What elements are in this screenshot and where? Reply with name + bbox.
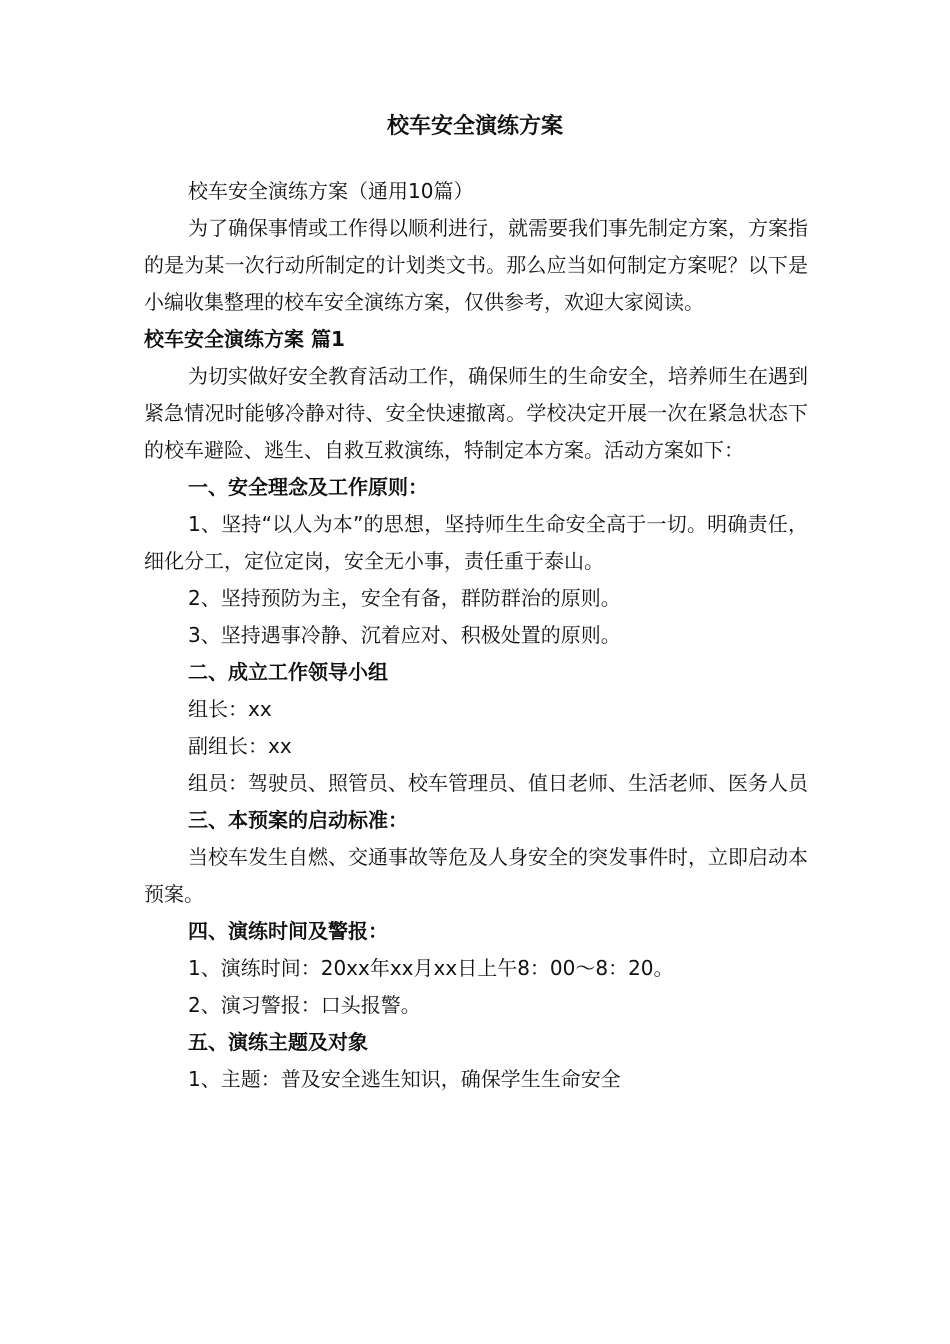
- document-title: 校车安全演练方案: [386, 114, 563, 139]
- drill-theme-item-1: 1、主题：普及安全逃生知识，确保学生生命安全: [188, 1067, 621, 1091]
- document-body: [144, 173, 808, 1098]
- heading-principles: 一、安全理念及工作原则：: [188, 475, 428, 499]
- principle-item-1: 1、坚持“以人为本”的思想，坚持师生生命安全高于一切。明确责任，细化分工，定位定岗，安全无小事，责任重于泰山。: [144, 512, 808, 573]
- activation-criteria-text: 当校车发生自燃、交通事故等危及人身安全的突发事件时，立即启动本预案。: [144, 845, 808, 906]
- group-members: 组员：驾驶员、照管员、校车管理员、值日老师、生活老师、医务人员: [188, 771, 808, 795]
- heading-activation-criteria: 三、本预案的启动标准：: [188, 808, 408, 832]
- principle-item-3: 3、坚持遇事冷静、沉着应对、积极处置的原则。: [188, 623, 621, 647]
- section-heading-part1: 校车安全演练方案 篇1: [144, 327, 345, 351]
- principle-item-2: 2、坚持预防为主，安全有备，群防群治的原则。: [188, 586, 621, 610]
- heading-drill-theme: 五、演练主题及对象: [188, 1030, 368, 1054]
- drill-time: 1、演练时间：20xx年xx月xx日上午8：00～8：20。: [188, 956, 674, 980]
- subtitle-paragraph: 校车安全演练方案（通用10篇）: [188, 179, 474, 203]
- heading-drill-time-alarm: 四、演练时间及警报：: [188, 919, 388, 943]
- heading-leadership-group: 二、成立工作领导小组: [188, 660, 388, 684]
- drill-alarm: 2、演习警报：口头报警。: [188, 993, 421, 1017]
- intro-paragraph: 为了确保事情或工作得以顺利进行，就需要我们事先制定方案，方案指的是为某一次行动所制定的计划类文书。那么应当如何制定方案呢？以下是小编收集整理的校车安全演练方案，仅供参考，欢迎大家阅读。: [144, 216, 808, 314]
- group-leader: 组长：xx: [188, 697, 272, 721]
- purpose-paragraph: 为切实做好安全教育活动工作，确保师生的生命安全，培养师生在遇到紧急情况时能够冷静对待、安全快速撤离。学校决定开展一次在紧急状态下的校车避险、逃生、自救互救演练，特制定本方案。活动方案如下：: [144, 364, 808, 462]
- deputy-group-leader: 副组长：xx: [188, 734, 292, 758]
